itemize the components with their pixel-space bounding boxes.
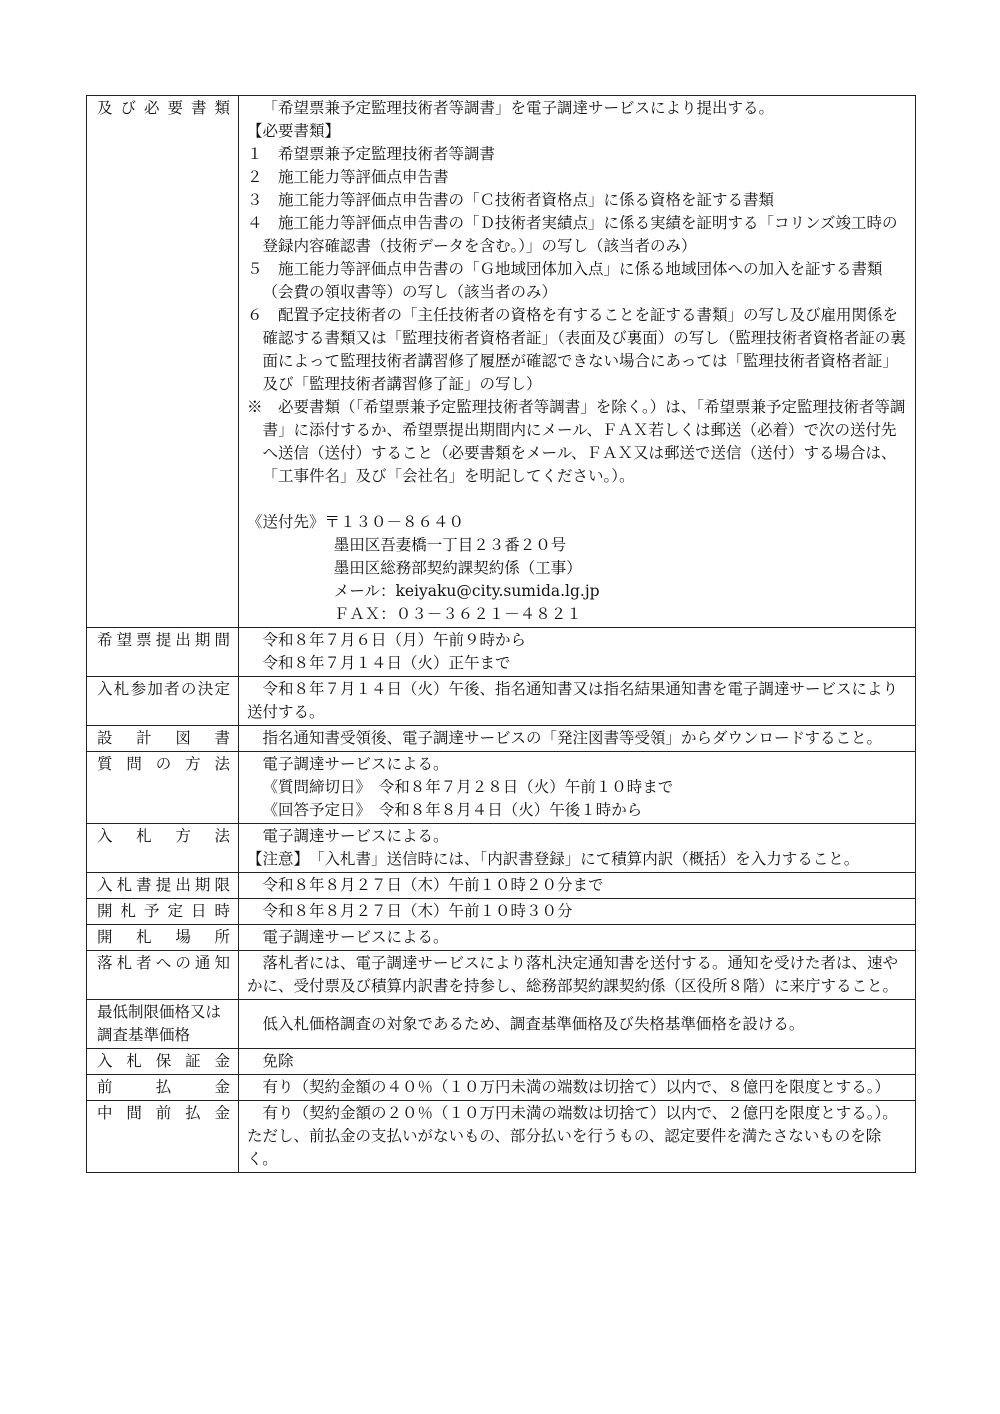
send-department: 墨田区総務部契約課契約係（工事） xyxy=(333,559,582,577)
spacer xyxy=(247,488,909,511)
advance-text: 有り（契約金額の４０％（１０万円未満の端数は切捨て）以内で、８億円を限度とする。） xyxy=(262,1078,890,1096)
row-label: 希望票提出期間 xyxy=(97,631,230,649)
send-label: 《送付先》 xyxy=(247,513,325,531)
row-bid-deadline xyxy=(87,873,916,899)
content-cell xyxy=(239,951,916,1000)
label-cell xyxy=(87,726,239,752)
bid-method-text: 電子調達サービスによる。 xyxy=(262,827,449,845)
row-mid-advance xyxy=(87,1101,916,1173)
label-cell xyxy=(87,951,239,1000)
row-questions xyxy=(87,752,916,824)
content-cell xyxy=(239,1049,916,1075)
opening-place-text: 電子調達サービスによる。 xyxy=(262,928,449,946)
row-advance xyxy=(87,1075,916,1101)
guarantee-text: 免除 xyxy=(262,1052,294,1070)
content-cell xyxy=(239,1101,916,1173)
label-cell xyxy=(87,824,239,873)
label-cell xyxy=(87,752,239,824)
send-to-line xyxy=(247,511,909,534)
row-decision xyxy=(87,677,916,726)
row-guarantee xyxy=(87,1049,916,1075)
label-cell xyxy=(87,1049,239,1075)
content-cell xyxy=(239,824,916,873)
label-cell xyxy=(87,628,239,677)
row-label: 開札予定日時 xyxy=(97,902,230,920)
decision-text: 令和８年７月１４日（火）午後、指名通知書又は指名結果通知書を電子調達サービスにより送付する。 xyxy=(247,680,899,721)
bid-conditions-table xyxy=(86,95,916,1173)
row-min-price xyxy=(87,1000,916,1049)
documents-item: ４ 施工能力等評価点申告書の「Ｄ技術者実績点」に係る実績を証明する「コリンズ竣工時の登録内容確認書（技術データを含む。）」の写し（該当者のみ） xyxy=(247,214,898,255)
documents-item: ６ 配置予定技術者の「主任技術者の資格を有することを証する書類」の写し及び雇用関係を確認する書類又は「監理技術者資格者証」（表面及び裏面）の写し（監理技術者資格者証の裏面によって監理技術者講習修了履歴が確認できない場合にあっては「監理技術者資格者証」及び「監理技術者講習修了証」の写し） xyxy=(247,306,906,393)
content-cell xyxy=(239,726,916,752)
documents-heading: 【必要書類】 xyxy=(247,122,341,140)
drawings-text: 指名通知書受領後、電子調達サービスの「発注図書等受領」からダウンロードすること。 xyxy=(262,729,883,747)
row-winner-notice xyxy=(87,951,916,1000)
row-opening-date xyxy=(87,899,916,925)
documents-item: ２ 施工能力等評価点申告書 xyxy=(247,168,449,186)
content-cell xyxy=(239,677,916,726)
content-cell xyxy=(239,96,916,628)
label-cell xyxy=(87,925,239,951)
label-cell xyxy=(87,1075,239,1101)
min-price-text: 低入札価格調査の対象であるため、調査基準価格及び失格基準価格を設ける。 xyxy=(262,1014,805,1033)
documents-item: １ 希望票兼予定監理技術者等調書 xyxy=(247,145,496,163)
bid-deadline-text: 令和８年８月２７日（木）午前１０時２０分まで xyxy=(262,876,604,894)
row-label: 入札方法 xyxy=(97,827,230,845)
documents-item: ５ 施工能力等評価点申告書の「Ｇ地域団体加入点」に係る地域団体への加入を証する書類（会費の領収書等）の写し（該当者のみ） xyxy=(247,260,883,301)
content-cell xyxy=(239,925,916,951)
row-label: 入札参加者の決定 xyxy=(97,680,230,698)
content-cell xyxy=(239,1000,916,1049)
questions-deadline: 《質問締切日》 令和８年７月２８日（火）午前１０時まで xyxy=(262,778,674,796)
questions-answer-date: 《回答予定日》 令和８年８月４日（火）午後１時から xyxy=(262,801,643,819)
send-postal: 〒１３０－８６４０ xyxy=(324,513,465,531)
send-fax: ＦＡＸ：０３－３６２１－４８２１ xyxy=(333,605,582,623)
row-label: 最低制限価格又は調査基準価格 xyxy=(97,1003,222,1044)
row-period xyxy=(87,628,916,677)
label-cell xyxy=(87,1101,239,1173)
content-cell xyxy=(239,873,916,899)
documents-intro: 「希望票兼予定監理技術者等調書」を電子調達サービスにより提出する。 xyxy=(262,99,775,117)
content-cell xyxy=(239,628,916,677)
row-label: 及び必要書類 xyxy=(97,99,230,117)
content-cell xyxy=(239,1075,916,1101)
row-label: 開札場所 xyxy=(97,928,230,946)
mid-advance-text: 有り（契約金額の２０％（１０万円未満の端数は切捨て）以内で、２億円を限度とする。）。ただし、前払金の支払いがないもの、部分払いを行うもの、認定要件を満たさないものを除く。 xyxy=(247,1104,898,1168)
opening-date-text: 令和８年８月２７日（木）午前１０時３０分 xyxy=(262,902,573,920)
send-mail: メール：keiyaku@city.sumida.lg.jp xyxy=(333,582,600,600)
send-address: 墨田区吾妻橋一丁目２３番２０号 xyxy=(333,536,567,554)
content-cell xyxy=(239,899,916,925)
bid-method-note: 【注意】 「入札書」送信時には、「内訳書登録」にて積算内訳（概括）を入力すること。 xyxy=(247,850,860,868)
questions-method: 電子調達サービスによる。 xyxy=(262,755,449,773)
row-label: 落札者への通知 xyxy=(97,954,230,972)
row-bid-method xyxy=(87,824,916,873)
row-label: 質問の方法 xyxy=(97,755,230,773)
row-label: 中間前払金 xyxy=(97,1104,230,1122)
row-label: 前払金 xyxy=(97,1078,230,1096)
label-cell xyxy=(87,1000,239,1049)
label-cell xyxy=(87,899,239,925)
row-drawings xyxy=(87,726,916,752)
period-start: 令和８年７月６日（月）午前９時から xyxy=(262,631,527,649)
winner-notice-text: 落札者には、電子調達サービスにより落札決定通知書を送付する。通知を受けた者は、速やかに、受付票及び積算内訳書を持参し、総務部契約課契約係（区役所８階）に来庁すること。 xyxy=(247,954,899,995)
row-label: 入札保証金 xyxy=(97,1052,230,1070)
label-cell xyxy=(87,96,239,628)
period-end: 令和８年７月１４日（火）正午まで xyxy=(262,654,511,672)
label-cell xyxy=(87,677,239,726)
row-documents xyxy=(87,96,916,628)
row-opening-place xyxy=(87,925,916,951)
row-label: 入札書提出期限 xyxy=(97,876,230,894)
row-label: 設計図書 xyxy=(97,729,230,747)
documents-item: ３ 施工能力等評価点申告書の「Ｃ技術者資格点」に係る資格を証する書類 xyxy=(247,191,775,209)
documents-note: ※ 必要書類（「希望票兼予定監理技術者等調書」を除く。）は、「希望票兼予定監理技術者等調書」に添付するか、希望票提出期間内にメール、ＦＡＸ若しくは郵送（必着）で次の送付先へ送信（送付）すること（必要書類をメール、ＦＡＸ又は郵送で送信（送付）する場合は、「工事件名」及び「会社名」を明記してください。）。 xyxy=(247,398,906,485)
label-cell xyxy=(87,873,239,899)
content-cell xyxy=(239,752,916,824)
